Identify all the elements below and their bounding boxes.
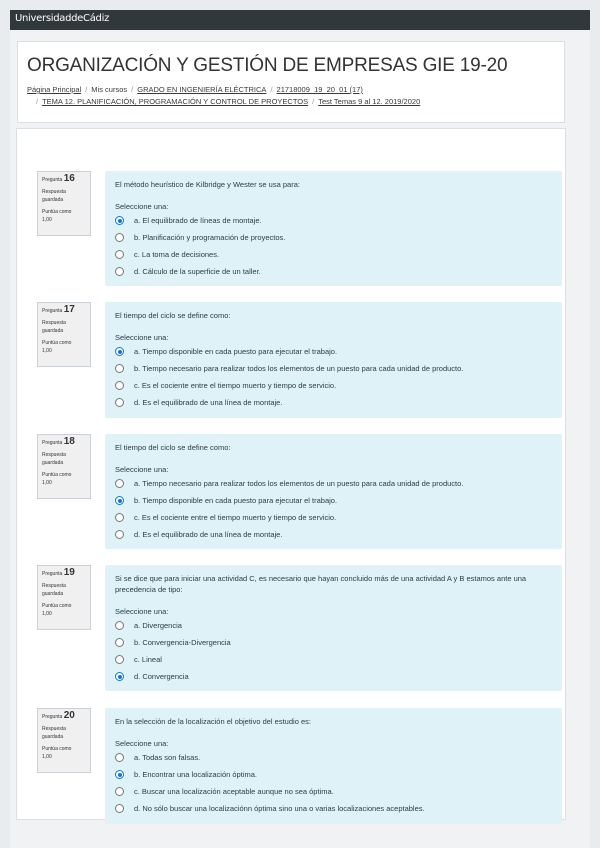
radio-button[interactable] — [115, 672, 124, 681]
question-text: El tiempo del ciclo se define como: — [115, 443, 231, 452]
question-info-19 — [37, 565, 91, 630]
grade-label: Puntúa como — [42, 746, 72, 752]
select-one-prompt: Seleccione una: — [115, 202, 169, 211]
radio-button[interactable] — [115, 770, 124, 779]
radio-button[interactable] — [115, 267, 124, 276]
radio-button[interactable] — [115, 398, 124, 407]
breadcrumb-course-link[interactable]: 21718009_19_20_01 (17) — [276, 85, 363, 94]
question-number: 17 — [63, 304, 75, 315]
question-label: Pregunta — [42, 177, 63, 183]
answer-option[interactable] — [115, 363, 552, 380]
question-state: Respuesta guardada — [42, 726, 66, 740]
answer-option[interactable] — [115, 266, 552, 283]
select-one-prompt: Seleccione una: — [115, 739, 169, 748]
page-header — [17, 41, 565, 123]
question-state: Respuesta guardada — [42, 320, 66, 334]
radio-button[interactable] — [115, 655, 124, 664]
question-info-16 — [37, 171, 91, 236]
answer-option[interactable] — [115, 637, 552, 654]
breadcrumb-quiz-link[interactable]: Test Temas 9 al 12. 2019/2020 — [318, 97, 421, 106]
select-one-prompt: Seleccione una: — [115, 333, 169, 342]
option-label: a. El equilibrado de líneas de montaje. — [134, 216, 262, 225]
answer-option[interactable] — [115, 671, 552, 688]
answer-options — [115, 620, 552, 688]
radio-button[interactable] — [115, 216, 124, 225]
select-one-prompt: Seleccione una: — [115, 465, 169, 474]
option-label: d. Es el equilibrado de una línea de montaje. — [134, 530, 283, 539]
option-label: c. Buscar una localización aceptable aunque no sea óptima. — [134, 787, 334, 796]
question-number: 16 — [63, 173, 75, 184]
question-content-17 — [105, 302, 562, 418]
answer-option[interactable] — [115, 346, 552, 363]
radio-button[interactable] — [115, 233, 124, 242]
option-label: b. Tiempo disponible en cada puesto para ejecutar el trabajo. — [134, 496, 338, 505]
question-state: Respuesta guardada — [42, 583, 66, 597]
question-text: El método heurístico de Kilbridge y Wester se usa para: — [115, 180, 300, 189]
grade-value: 1,00 — [42, 217, 52, 223]
breadcrumb — [27, 84, 557, 108]
option-label: a. Todas son falsas. — [134, 753, 201, 762]
answer-option[interactable] — [115, 249, 552, 266]
radio-button[interactable] — [115, 479, 124, 488]
option-label: d. No sólo buscar una localizaciónn óptima sino una o varias localizaciones aceptables. — [134, 804, 425, 813]
question-text: El tiempo del ciclo se define como: — [115, 311, 231, 320]
radio-button[interactable] — [115, 787, 124, 796]
question-state: Respuesta guardada — [42, 452, 66, 466]
question-info-20 — [37, 708, 91, 773]
option-label: b. Planificación y programación de proyectos. — [134, 233, 286, 242]
question-info-18 — [37, 434, 91, 499]
answer-option[interactable] — [115, 380, 552, 397]
option-label: a. Divergencia — [134, 621, 182, 630]
question-content-19 — [105, 565, 562, 691]
breadcrumb-separator: / — [85, 85, 88, 94]
breadcrumb-home-link[interactable]: Página Principal — [27, 85, 82, 94]
answer-option[interactable] — [115, 529, 552, 546]
radio-button[interactable] — [115, 530, 124, 539]
breadcrumb-separator: / — [312, 97, 315, 106]
grade-label: Puntúa como — [42, 472, 72, 478]
answer-option[interactable] — [115, 786, 552, 803]
question-number: 18 — [63, 436, 75, 447]
option-label: c. Lineal — [134, 655, 162, 664]
answer-option[interactable] — [115, 397, 552, 414]
radio-button[interactable] — [115, 496, 124, 505]
answer-option[interactable] — [115, 654, 552, 671]
university-logo[interactable]: UniversidaddeCádiz — [15, 13, 110, 24]
question-content-16 — [105, 171, 562, 286]
grade-label: Puntúa como — [42, 603, 72, 609]
radio-button[interactable] — [115, 513, 124, 522]
question-label: Pregunta — [42, 714, 63, 720]
breadcrumb-topic-link[interactable]: TEMA 12. PLANIFICACIÓN, PROGRAMACIÓN Y CONTROL DE PROYECTOS — [42, 97, 309, 106]
answer-option[interactable] — [115, 495, 552, 512]
answer-option[interactable] — [115, 478, 552, 495]
option-label: b. Convergencia-Divergencia — [134, 638, 231, 647]
question-state: Respuesta guardada — [42, 189, 66, 203]
option-label: d. Es el equilibrado de una línea de montaje. — [134, 398, 283, 407]
breadcrumb-separator: / — [131, 85, 134, 94]
radio-button[interactable] — [115, 621, 124, 630]
option-label: a. Tiempo disponible en cada puesto para ejecutar el trabajo. — [134, 347, 338, 356]
question-label: Pregunta — [42, 571, 63, 577]
option-label: c. La toma de decisiones. — [134, 250, 220, 259]
breadcrumb-my-courses: Mis cursos — [91, 85, 128, 94]
breadcrumb-degree-link[interactable]: GRADO EN INGENIERÍA ELÉCTRICA — [137, 85, 267, 94]
grade-value: 1,00 — [42, 611, 52, 617]
breadcrumb-separator: / — [36, 97, 39, 106]
question-content-18 — [105, 434, 562, 549]
select-one-prompt: Seleccione una: — [115, 607, 169, 616]
answer-option[interactable] — [115, 512, 552, 529]
option-label: d. Cálculo de la superficie de un taller. — [134, 267, 261, 276]
question-text: Si se dice que para iniciar una actividad C, es necesario que hayan concluido más de una actividad A y B estamos ante una precedencia de tipo: — [115, 574, 527, 594]
answer-option[interactable] — [115, 803, 552, 820]
question-number: 20 — [63, 710, 75, 721]
grade-value: 1,00 — [42, 754, 52, 760]
top-navbar — [10, 10, 590, 30]
question-content-20 — [105, 708, 562, 824]
radio-button[interactable] — [115, 347, 124, 356]
option-label: a. Tiempo necesario para realizar todos los elementos de un puesto para cada unidad de producto. — [134, 479, 464, 488]
option-label: d. Convergencia — [134, 672, 189, 681]
question-text: En la selección de la localización el objetivo del estudio es: — [115, 717, 311, 726]
grade-label: Puntúa como — [42, 209, 72, 215]
answer-option[interactable] — [115, 232, 552, 249]
answer-option[interactable] — [115, 215, 552, 232]
answer-options — [115, 346, 552, 414]
radio-button[interactable] — [115, 250, 124, 259]
breadcrumb-separator: / — [270, 85, 273, 94]
question-label: Pregunta — [42, 440, 63, 446]
radio-button[interactable] — [115, 753, 124, 762]
radio-button[interactable] — [115, 364, 124, 373]
answer-options — [115, 752, 552, 820]
radio-button[interactable] — [115, 638, 124, 647]
grade-label: Puntúa como — [42, 340, 72, 346]
radio-button[interactable] — [115, 381, 124, 390]
question-label: Pregunta — [42, 308, 63, 314]
option-label: c. Es el cociente entre el tiempo muerto y tiempo de servicio. — [134, 513, 337, 522]
answer-options — [115, 215, 552, 283]
question-number: 19 — [63, 567, 75, 578]
answer-option[interactable] — [115, 752, 552, 769]
answer-option[interactable] — [115, 620, 552, 637]
option-label: b. Encontrar una localización óptima. — [134, 770, 257, 779]
option-label: b. Tiempo necesario para realizar todos los elementos de un puesto para cada unidad de producto. — [134, 364, 464, 373]
option-label: c. Es el cociente entre el tiempo muerto y tiempo de servicio. — [134, 381, 337, 390]
answer-options — [115, 478, 552, 546]
radio-button[interactable] — [115, 804, 124, 813]
course-title: ORGANIZACIÓN Y GESTIÓN DE EMPRESAS GIE 19-20 — [27, 55, 508, 76]
answer-option[interactable] — [115, 769, 552, 786]
grade-value: 1,00 — [42, 348, 52, 354]
question-info-17 — [37, 302, 91, 367]
grade-value: 1,00 — [42, 480, 52, 486]
